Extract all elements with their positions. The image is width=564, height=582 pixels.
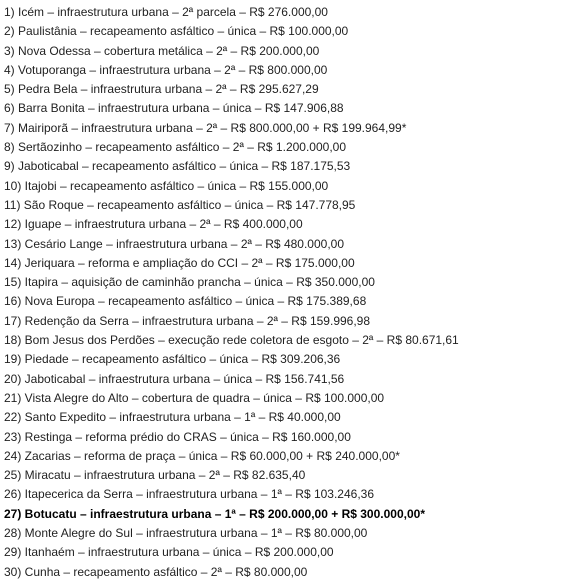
list-item: 13) Cesário Lange – infraestrutura urbana – 2ª – R$ 480.000,00 [4, 236, 345, 251]
list-item: 18) Bom Jesus dos Perdões – execução rede coletora de esgoto – 2ª – R$ 80.671,61 [4, 333, 459, 348]
list-item: 24) Zacarias – reforma de praça – única – R$ 60.000,00 + R$ 240.000,00* [4, 448, 400, 463]
list-item: 7) Mairiporã – infraestrutura urbana – 2ª – R$ 800.000,00 + R$ 199.964,99* [4, 120, 407, 135]
list-item: 19) Piedade – recapeamento asfáltico – única – R$ 309.206,36 [4, 352, 341, 367]
list-item: 30) Cunha – recapeamento asfáltico – 2ª – R$ 80.000,00 [4, 564, 308, 579]
list-item: 14) Jeriquara – reforma e ampliação do CCI – 2ª – R$ 175.000,00 [4, 255, 355, 270]
list-item: 25) Miracatu – infraestrutura urbana – 2ª – R$ 82.635,40 [4, 468, 306, 483]
list-item: 21) Vista Alegre do Alto – cobertura de quadra – única – R$ 100.000,00 [4, 390, 385, 405]
list-item: 26) Itapecerica da Serra – infraestrutura urbana – 1ª – R$ 103.246,36 [4, 487, 375, 502]
transfer-list [4, 3, 560, 582]
list-item: 6) Barra Bonita – infraestrutura urbana – única – R$ 147.906,88 [4, 101, 344, 116]
list-item: 23) Restinga – reforma prédio do CRAS – única – R$ 160.000,00 [4, 429, 351, 444]
list-item: 4) Votuporanga – infraestrutura urbana – 2ª – R$ 800.000,00 [4, 62, 328, 77]
list-item: 29) Itanhaém – infraestrutura urbana – única – R$ 200.000,00 [4, 545, 334, 560]
list-item: 10) Itajobi – recapeamento asfáltico – única – R$ 155.000,00 [4, 178, 329, 193]
list-item: 8) Sertãozinho – recapeamento asfáltico – 2ª – R$ 1.200.000,00 [4, 140, 346, 155]
list-item: 15) Itapira – aquisição de caminhão prancha – única – R$ 350.000,00 [4, 275, 375, 290]
list-item: 16) Nova Europa – recapeamento asfáltico – única – R$ 175.389,68 [4, 294, 367, 309]
list-item: 20) Jaboticabal – infraestrutura urbana – única – R$ 156.741,56 [4, 371, 345, 386]
list-item: 17) Redenção da Serra – infraestrutura urbana – 2ª – R$ 159.996,98 [4, 313, 371, 328]
list-item: 22) Santo Expedito – infraestrutura urbana – 1ª – R$ 40.000,00 [4, 410, 341, 425]
list-item: 3) Nova Odessa – cobertura metálica – 2ª – R$ 200.000,00 [4, 43, 320, 58]
list-item: 9) Jaboticabal – recapeamento asfáltico – única – R$ 187.175,53 [4, 159, 351, 174]
list-item: 5) Pedra Bela – infraestrutura urbana – 2ª – R$ 295.627,29 [4, 82, 319, 97]
list-item: 28) Monte Alegre do Sul – infraestrutura urbana – 1ª – R$ 80.000,00 [4, 526, 368, 541]
list-item: 12) Iguape – infraestrutura urbana – 2ª – R$ 400.000,00 [4, 217, 303, 232]
list-item-emphasized: 27) Botucatu – infraestrutura urbana – 1ª – R$ 200.000,00 + R$ 300.000,00* [4, 506, 425, 521]
list-item: 11) São Roque – recapeamento asfáltico – única – R$ 147.778,95 [4, 197, 356, 212]
list-item: 2) Paulistânia – recapeamento asfáltico – única – R$ 100.000,00 [4, 24, 349, 39]
list-item: 1) Icém – infraestrutura urbana – 2ª parcela – R$ 276.000,00 [4, 5, 328, 19]
